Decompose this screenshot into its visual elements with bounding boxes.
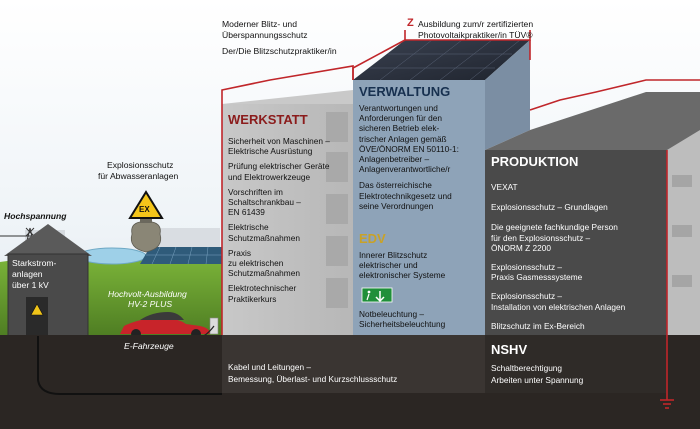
produktion-item: Explosionsschutz – Grundlagen: [491, 202, 608, 213]
hv-label-2: HV-2 PLUS: [128, 299, 173, 309]
nshv-title: NSHV: [491, 342, 528, 357]
werkstatt-item: Sicherheit von Maschinen – Elektrische Ausrüstung: [228, 136, 330, 157]
werkstatt-title: WERKSTATT: [228, 112, 308, 127]
pv-label-2: Photovoltaikpraktiker/in TÜV®: [418, 30, 533, 40]
produktion-item: Explosionsschutz – Installation von elektrischen Anlagen: [491, 291, 626, 312]
emergency-exit-sign-icon: [362, 288, 392, 302]
werkstatt-item: Prüfung elektrischer Geräte und Elektrowerkzeuge: [228, 161, 330, 182]
edv-list-2: [359, 309, 445, 329]
substation-door: [26, 297, 48, 336]
edv-title: EDV: [359, 231, 386, 246]
produktion-title: PRODUKTION: [491, 154, 579, 169]
basement-text: Kabel und Leitungen – Bemessung, Überlast- und Kurzschlussschutz: [228, 362, 398, 384]
produktion-item: VEXAT: [491, 182, 518, 192]
hochspannung-label: Hochspannung: [4, 211, 67, 221]
verwaltung-list: [359, 103, 459, 211]
werkstatt-item: Elektrotechnischer Praktikerkurs: [228, 283, 297, 304]
produktion-item: Explosionsschutz – Praxis Gasmesssysteme: [491, 262, 583, 283]
pv-label-1: Ausbildung zum/r zertifizierten: [418, 19, 534, 29]
verwaltung-title: VERWALTUNG: [359, 84, 451, 99]
sludge-tank: [131, 222, 160, 252]
blitz-label-3: Der/Die Blitzschutzpraktiker/in: [222, 46, 337, 56]
produktion-item: Blitzschutz im Ex-Bereich: [491, 320, 585, 331]
starkstrom-label-1: Starkstrom-: [12, 258, 57, 268]
blitz-label-1: Moderner Blitz- und: [222, 19, 297, 29]
starkstrom-label-3: über 1 kV: [12, 280, 49, 290]
werkstatt-item: Elektrische Schutzmaßnahmen: [228, 222, 300, 243]
produktion-item: Die geeignete fachkundige Person für den Explosionsschutz – ÖNORM Z 2200: [491, 222, 618, 253]
starkstrom-label-2: anlagen: [12, 269, 43, 279]
produktion-list: [491, 182, 625, 331]
ex-label-2: für Abwasseranlagen: [98, 171, 179, 181]
edv-item: Innerer Blitzschutz elektrischer und elektronischer Systeme: [359, 250, 446, 281]
pv-z-letter: Z: [407, 17, 414, 29]
edv-list-1: [359, 250, 445, 281]
werkstatt-list: [228, 136, 330, 304]
verwaltung-item: Verantwortungen und Anforderungen für den sicheren Betrieb elek- trischer Anlagen gemäß ÖVE/ÖNORM EN 50110-1: Anlagenbetreiber – Anlagenverantwortliche/r: [359, 103, 459, 175]
ex-sign-text: EX: [139, 205, 150, 214]
nshv-text: Schaltberechtigung Arbeiten unter Spannung: [491, 363, 584, 385]
werkstatt-item: Praxis zu elektrischen Schutzmaßnahmen: [228, 247, 300, 279]
ex-label-1: Explosionsschutz: [107, 160, 174, 170]
efahrzeuge-label: E-Fahrzeuge: [124, 341, 174, 351]
blitz-label-2: Überspannungsschutz: [222, 30, 308, 40]
werkstatt-item: Vorschriften im Schaltschrankbau – EN 61439: [228, 186, 301, 218]
edv-item: Notbeleuchtung – Sicherheitsbeleuchtung: [359, 309, 446, 330]
hv-label-1: Hochvolt-Ausbildung: [108, 289, 187, 299]
verwaltung-item: Das österreichische Elektrotechnikgesetz und seine Verordnungen: [359, 180, 452, 211]
